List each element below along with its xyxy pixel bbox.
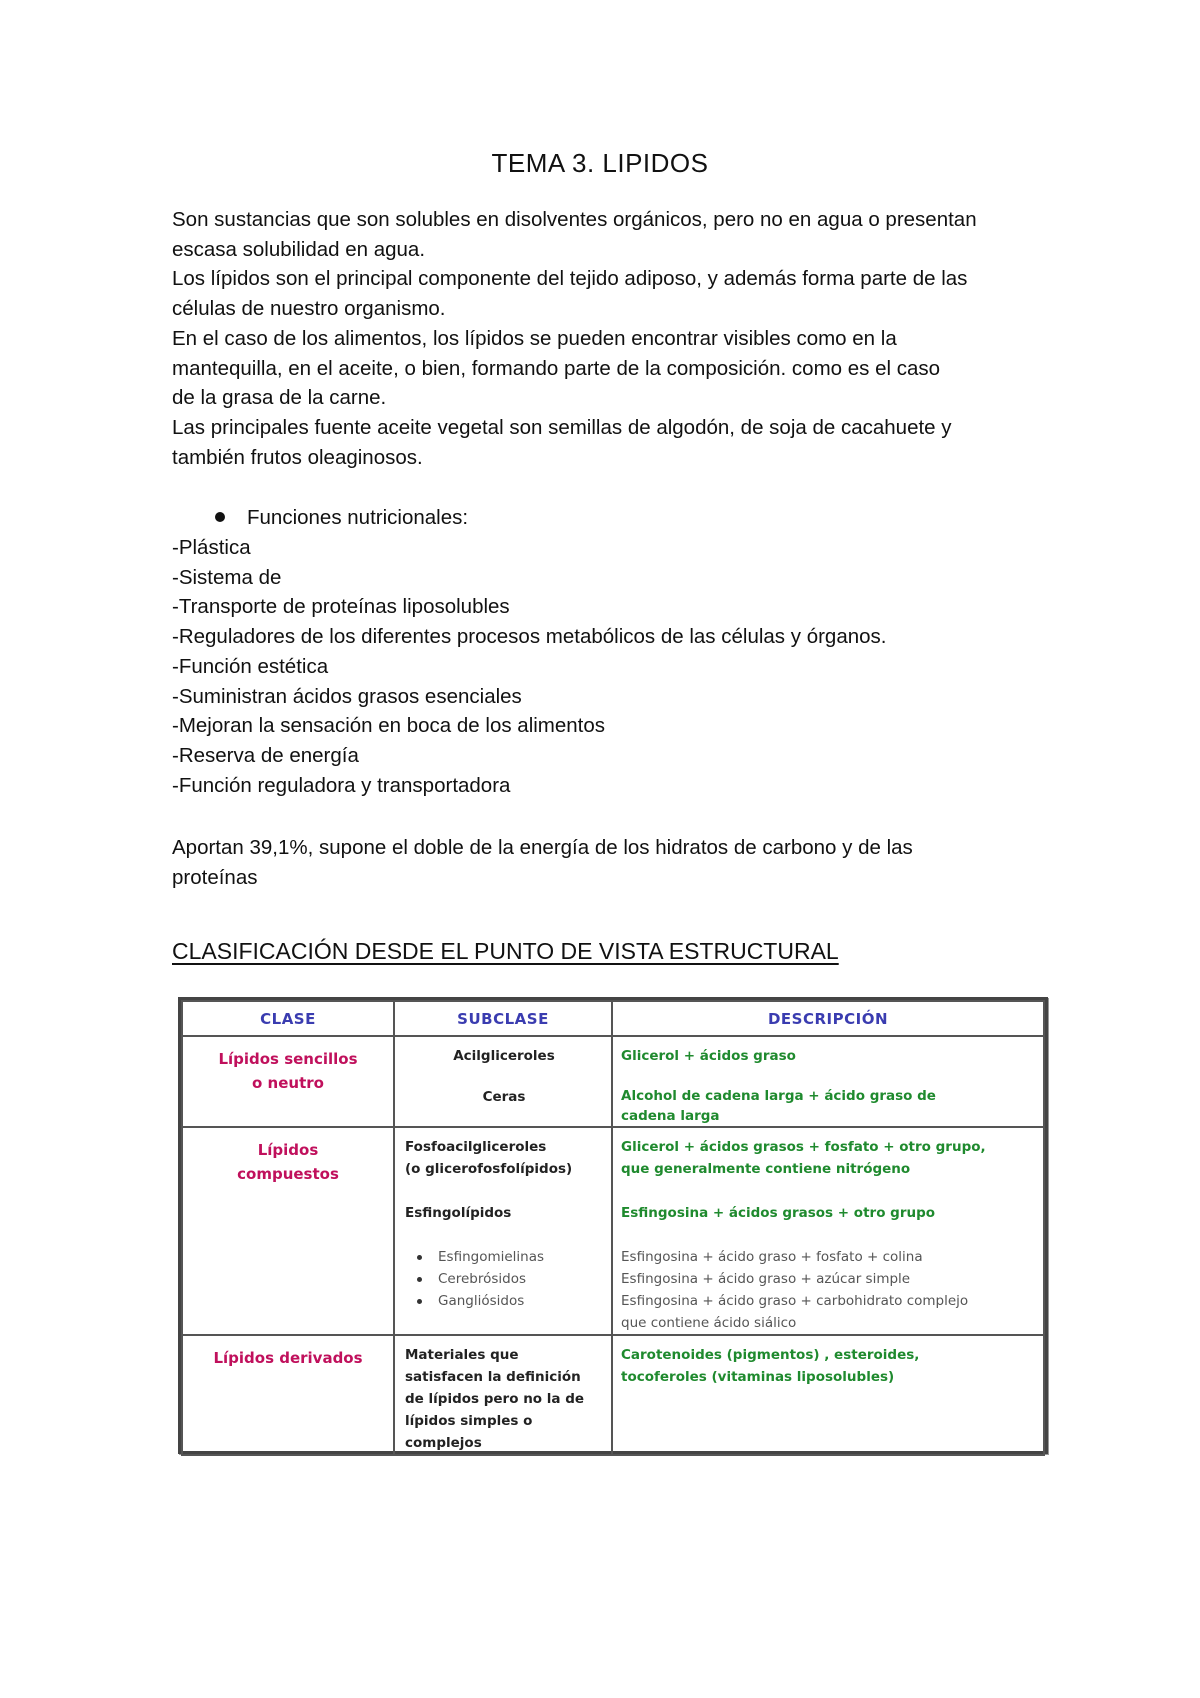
descripcion-text: Esfingosina + ácido graso + carbohidrato complejo [621,1293,969,1309]
text-line: Los lípidos son el principal componente del tejido adiposo, y además forma parte de las [172,267,968,291]
item-label: Cerebrósidos [438,1271,527,1287]
list-item: -Sistema de [172,565,282,589]
item-label: Esfingomielinas [438,1249,545,1265]
descripcion-text: Esfingosina + ácido graso + fosfato + colina [621,1249,923,1265]
header-descripcion: DESCRIPCIÓN [612,1001,1044,1036]
bullet-icon [215,512,225,522]
descripcion-cell [612,1036,1044,1127]
descripcion-text: que contiene ácido siálico [621,1315,797,1331]
clase-label: o neutro [252,1074,324,1092]
text-line: de la grasa de la carne. [172,386,387,410]
item-label: Gangliósidos [438,1293,525,1309]
clase-cell [182,1127,394,1335]
intro-paragraph [172,205,977,472]
descripcion-cell [612,1335,1044,1455]
descripcion-text: Esfingosina + ácido graso + azúcar simple [621,1271,911,1287]
subclase-label: complejos [405,1435,482,1451]
list-item: -Suministran ácidos grasos esenciales [172,684,522,708]
bullet-icon [417,1277,422,1282]
clase-label: Lípidos [257,1141,319,1159]
classification-title: CLASIFICACIÓN DESDE EL PUNTO DE VISTA ESTRUCTURAL [172,938,839,964]
text-line: células de nuestro organismo. [172,297,446,321]
functions-bullet [215,503,468,533]
subclase-cell [394,1036,612,1127]
subclase-label: de lípidos pero no la de [405,1391,585,1407]
subclase-cell [394,1335,612,1455]
list-item: -Mejoran la sensación en boca de los alimentos [172,714,606,738]
table-row [182,1127,1044,1335]
text-line: escasa solubilidad en agua. [172,237,426,261]
text-line: también frutos oleaginosos. [172,445,423,469]
subclase-label: Esfingolípidos [405,1205,512,1221]
descripcion-text: Alcohol de cadena larga + ácido graso de [621,1088,936,1104]
descripcion-text: Carotenoides (pigmentos) , esteroides, [621,1347,920,1363]
descripcion-text: tocoferoles (vitaminas liposolubles) [621,1369,895,1385]
list-item: -Función estética [172,654,329,678]
text-line: mantequilla, en el aceite, o bien, formando parte de la composición. como es el caso [172,356,941,380]
list-item [405,1246,603,1268]
text-line: En el caso de los alimentos, los lípidos se pueden encontrar visibles como en la [172,326,897,350]
page-title: TEMA 3. LIPIDOS [491,148,709,178]
subclase-label: (o glicerofosfolípidos) [405,1161,573,1177]
text-line: proteínas [172,865,258,889]
header-clase: CLASE [182,1001,394,1036]
descripcion-text: cadena larga [621,1108,720,1124]
text-line: Son sustancias que son solubles en disolventes orgánicos, pero no en agua o presentan [172,208,977,231]
table-header-row [182,1001,1044,1036]
bullet-icon [417,1299,422,1304]
clase-label: Lípidos derivados [213,1349,363,1367]
list-item [405,1290,603,1312]
descripcion-text: Esfingosina + ácidos grasos + otro grupo [621,1205,936,1221]
header-subclase: SUBCLASE [394,1001,612,1036]
functions-list [172,533,886,800]
table-row [182,1036,1044,1127]
list-item [405,1268,603,1290]
text-line: Las principales fuente aceite vegetal son semillas de algodón, de soja de cacahuete y [172,415,952,439]
list-item: -Reguladores de los diferentes procesos metabólicos de las células y órganos. [172,625,887,649]
subclase-label: Fosfoacilgliceroles [405,1139,547,1155]
subclase-label: lípidos simples o [405,1413,533,1429]
descripcion-cell [612,1127,1044,1335]
bullet-icon [417,1255,422,1260]
subclase-label: satisfacen la definición [405,1369,581,1385]
text-line: Aportan 39,1%, supone el doble de la energía de los hidratos de carbono y de las [172,836,913,859]
subclase-label: Acilgliceroles [453,1048,555,1064]
descripcion-text: Glicerol + ácidos grasos + fosfato + otro grupo, [621,1139,986,1155]
list-item: -Reserva de energía [172,743,359,767]
clase-label: compuestos [237,1165,339,1183]
descripcion-text: que generalmente contiene nitrógeno [621,1161,911,1177]
descripcion-text: Glicerol + ácidos graso [621,1048,796,1064]
list-item: -Transporte de proteínas liposolubles [172,595,510,619]
list-item: -Función reguladora y transportadora [172,773,511,797]
functions-heading: Funciones nutricionales: [247,506,469,529]
clase-cell [182,1036,394,1127]
clase-label: Lípidos sencillos [218,1050,358,1068]
subclase-label: Ceras [482,1089,526,1105]
table-row [182,1335,1044,1455]
subclase-cell [394,1127,612,1335]
clase-cell [182,1335,394,1455]
energy-paragraph [172,833,913,892]
list-item: -Plástica [172,536,251,559]
classification-table [178,997,1048,1454]
subclase-label: Materiales que [405,1347,519,1363]
